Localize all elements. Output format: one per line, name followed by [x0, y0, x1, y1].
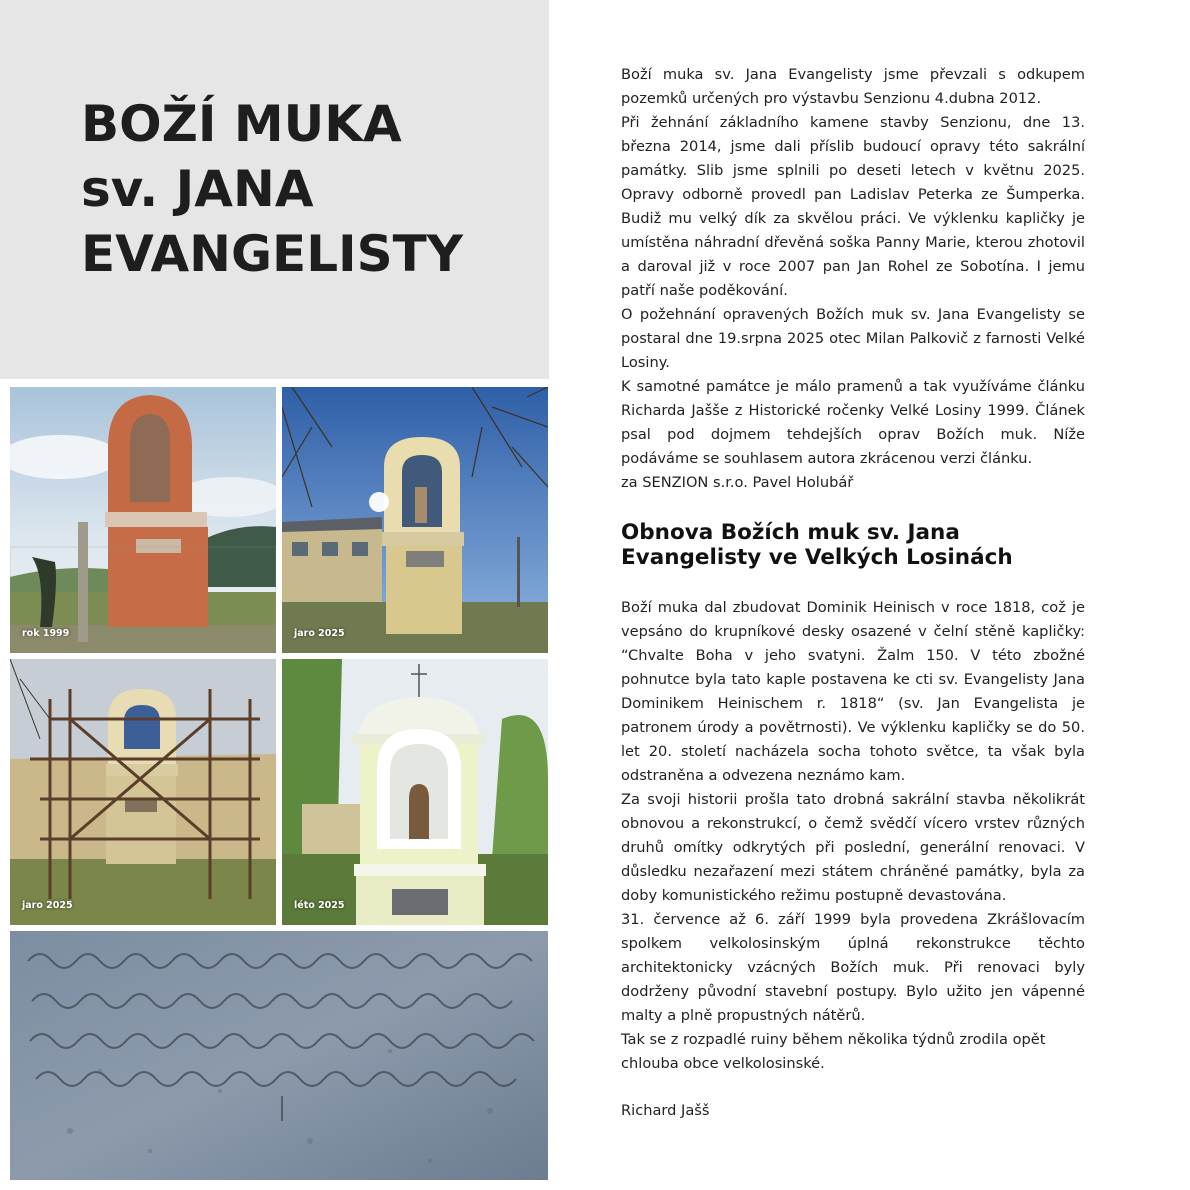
title-line-1: BOŽÍ MUKA	[81, 95, 402, 153]
photo-caption: léto 2025	[294, 900, 345, 911]
page-title	[81, 92, 463, 287]
photo-summer-2025	[282, 659, 548, 925]
shrine-scaffolding-photo	[10, 659, 276, 925]
photo-scaffolding-2025	[10, 659, 276, 925]
shrine-ruin-photo	[10, 387, 276, 653]
title-panel	[0, 0, 549, 379]
shrine-restored-photo	[282, 659, 548, 925]
article-body	[621, 596, 1085, 1076]
article-author: Richard Jašš	[621, 1102, 710, 1119]
intro-paragraph: Při žehnání základního kamene stavby Senzionu, dne 13. března 2014, jsme dali příslib budoucí opravy této sakrální památky. Slib jsme splnili po deseti letech v květnu 2025. Opravy odborně provedl pan Ladislav Peterka ze Šumperka. Budiž mu velký dík za skvělou práci. Ve výklenku kapličky je umístěna náhradní dřevěná soška Panny Marie, kterou zhotovil a daroval již v roce 2007 pan Jan Rohel ze Sobotína. I jemu patří naše poděkování.	[621, 114, 1085, 299]
intro-paragraph: Boží muka sv. Jana Evangelisty jsme převzali s odkupem pozemků určených pro výstavbu Senzionu 4.dubna 2012.	[621, 66, 1085, 107]
inscription-stone-photo	[10, 931, 548, 1180]
photo-inscription-stone	[10, 931, 548, 1180]
article-paragraph: Za svoji historii prošla tato drobná sakrální stavba několikrát obnovou a rekonstrukcí, o čemž svědčí vícero vrstev různých druhů omítky odkrytých při poslední, generální renovaci. V důsledku nezařazení mezi státem chráněné památky, byla za doby komunistického režimu postupně devastována.	[621, 791, 1085, 904]
photo-1999	[10, 387, 276, 653]
photo-caption: rok 1999	[22, 628, 70, 639]
article-paragraph: 31. července až 6. září 1999 byla provedena Zkrášlovacím spolkem velkolosinským úplná rekonstrukce těchto architektonicky vzácných Božích muk. Při renovaci byly dodrženy původní stavební postupy. Bylo užito jen vápenné malty a plně propustných nátěrů.	[621, 911, 1085, 1024]
intro-text	[621, 63, 1085, 495]
intro-paragraph: O požehnání opravených Božích muk sv. Jana Evangelisty se postaral dne 19.srpna 2025 otec Milan Palkovič z farnosti Velké Losiny.	[621, 306, 1085, 371]
title-line-2: sv. JANA	[81, 160, 314, 218]
article-paragraph: Tak se z rozpadlé ruiny během několika týdnů zrodila opět chlouba obce velkolosinské.	[621, 1031, 1046, 1072]
shrine-spring-photo	[282, 387, 548, 653]
photo-spring-2025	[282, 387, 548, 653]
article-heading: Obnova Božích muk sv. Jana Evangelisty ve Velkých Losinách	[621, 520, 1013, 570]
intro-paragraph: K samotné památce je málo pramenů a tak využíváme článku Richarda Jašše z Historické ročenky Velké Losiny 1999. Článek psal pod dojmem tehdejších oprav Božích muk. Níže podáváme se souhlasem autora zkrácenou verzi článku.	[621, 378, 1085, 467]
photo-caption: jaro 2025	[22, 900, 73, 911]
title-line-3: EVANGELISTY	[81, 225, 463, 283]
article-paragraph: Boží muka dal zbudovat Dominik Heinisch v roce 1818, což je vepsáno do krupníkové desky osazené v čelní stěně kapličky: “Chvalte Boha v jeho svatyni. Žalm 150. V této zbožné pohnutce byla tato kaple postavena ke cti sv. Evangelisty Jana Dominikem Heinischem r. 1818“ (sv. Jan Evangelista je patronem úrody a povětrnosti). Ve výklenku kapličky se do 50. let 20. století nacházela socha tohoto světce, ta však byla odstraněna a odvezena neznámo kam.	[621, 599, 1085, 784]
photo-caption: jaro 2025	[294, 628, 345, 639]
intro-signature: za SENZION s.r.o. Pavel Holubář	[621, 474, 854, 491]
